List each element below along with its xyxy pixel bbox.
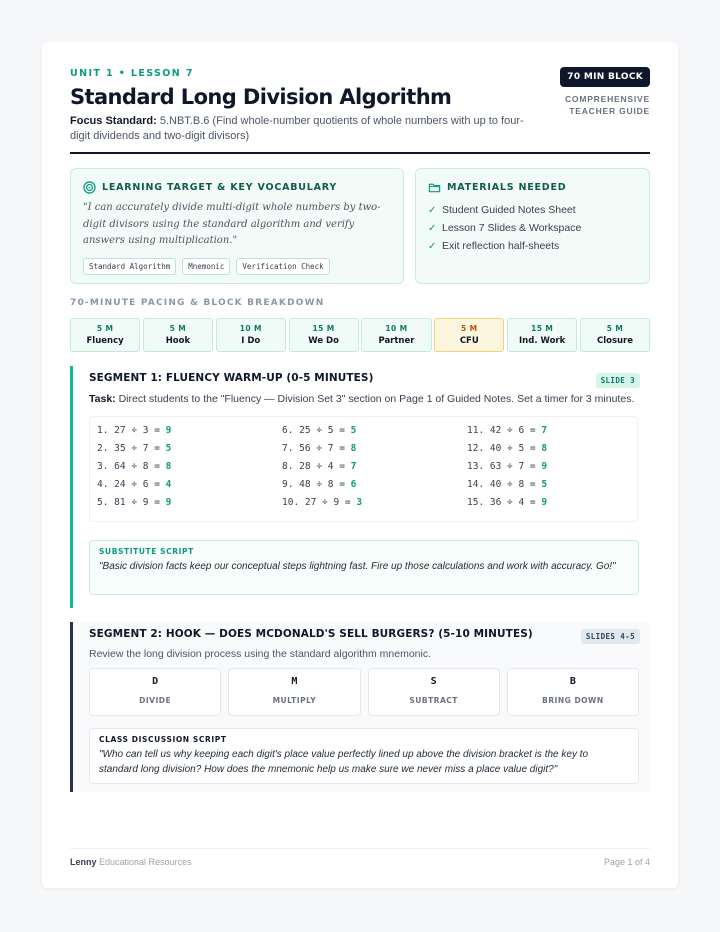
footer-brand-rest: Educational Resources: [96, 857, 192, 867]
pacing-name: Fluency: [86, 336, 124, 346]
fact-answer: 9: [165, 496, 172, 508]
header-badges: [560, 66, 650, 117]
fluency-fact: [97, 443, 171, 454]
footer-brand: [70, 857, 192, 872]
learning-target-heading: [83, 181, 391, 194]
step-letter: M: [291, 676, 298, 687]
fact-question: 11. 42 ÷ 6 =: [467, 424, 542, 436]
learning-target-card: [70, 168, 404, 284]
document-page: [42, 42, 678, 888]
materials-heading: [428, 181, 637, 194]
pacing-minutes: 5 M: [169, 324, 187, 333]
pacing-name: I Do: [241, 336, 261, 346]
time-badge: 70 MIN BLOCK: [560, 67, 650, 87]
fact-question: 6. 25 ÷ 5 =: [282, 424, 351, 436]
material-item: [428, 237, 637, 255]
step-word: SUBTRACT: [409, 696, 458, 705]
material-text: Exit reflection half-sheets: [442, 240, 560, 252]
fact-answer: 8: [165, 460, 172, 472]
fact-question: 9. 48 ÷ 8 =: [282, 478, 351, 490]
fluency-fact: [97, 461, 171, 472]
footer-brand-name: Lenny: [70, 857, 97, 867]
pacing-name: We Do: [308, 336, 339, 346]
pacing-block-we-do: [289, 318, 359, 352]
fluency-fact: [282, 479, 356, 490]
vocab-tag: Standard Algorithm: [83, 258, 176, 275]
segment-fluency: [70, 366, 650, 608]
fact-question: 7. 56 ÷ 7 =: [282, 442, 351, 454]
learning-target-heading-text: LEARNING TARGET & KEY VOCABULARY: [102, 182, 338, 193]
fact-answer: 4: [165, 478, 172, 490]
check-icon: ✓: [428, 240, 437, 252]
pacing-block-cfu: [434, 318, 504, 352]
fluency-facts-grid: [89, 416, 638, 522]
fact-answer: 5: [350, 424, 357, 436]
fact-answer: 7: [541, 424, 548, 436]
guide-label: [560, 93, 650, 117]
pacing-name: Hook: [165, 336, 191, 346]
mnemonic-step-bring-down: [507, 668, 639, 716]
segment-heading: SEGMENT 1: FLUENCY WARM-UP (0-5 MINUTES): [89, 372, 374, 384]
mnemonic-step-subtract: [368, 668, 500, 716]
focus-label: Focus Standard:: [70, 115, 157, 127]
pacing-block-closure: [580, 318, 650, 352]
target-icon: [83, 181, 96, 194]
fact-question: 12. 40 ÷ 5 =: [467, 442, 542, 454]
pacing-block-hook: [143, 318, 213, 352]
fluency-fact: [467, 425, 547, 436]
fact-answer: 5: [165, 442, 172, 454]
pacing-name: CFU: [459, 336, 479, 346]
step-letter: B: [569, 676, 576, 687]
page-content: [70, 68, 650, 775]
fluency-fact: [97, 497, 171, 508]
fluency-fact: [467, 443, 547, 454]
check-icon: ✓: [428, 204, 437, 216]
slide-badge: SLIDES 4-5: [581, 629, 640, 644]
fact-answer: 9: [541, 460, 548, 472]
fact-question: 4. 24 ÷ 6 =: [97, 478, 166, 490]
materials-heading-text: MATERIALS NEEDED: [447, 182, 567, 193]
step-word: DIVIDE: [139, 696, 172, 705]
fact-answer: 3: [356, 496, 363, 508]
focus-standard: [70, 114, 530, 144]
step-word: MULTIPLY: [272, 696, 317, 705]
fluency-fact: [282, 461, 356, 472]
discussion-script-text: "Who can tell us why keeping each digit's place value perfectly lined up above the division bracket is the key to standard long division? How does the mnemonic help us make sure we never miss a place value digit?": [99, 749, 589, 775]
step-word: BRING DOWN: [542, 696, 604, 705]
folder-icon: [428, 181, 441, 194]
fact-answer: 5: [541, 478, 548, 490]
segment-hook: [70, 622, 650, 792]
fact-answer: 9: [541, 496, 548, 508]
pacing-label: 70-MINUTE PACING & BLOCK BREAKDOWN: [70, 298, 325, 308]
fact-question: 13. 63 ÷ 7 =: [467, 460, 542, 472]
pacing-bar: [70, 318, 650, 352]
pacing-block-i-do: [216, 318, 286, 352]
lesson-eyebrow: UNIT 1 • LESSON 7: [70, 68, 194, 79]
fact-question: 14. 40 ÷ 8 =: [467, 478, 542, 490]
pacing-minutes: 10 M: [385, 324, 408, 333]
guide-line2: TEACHER GUIDE: [569, 106, 650, 116]
pacing-name: Partner: [378, 336, 415, 346]
page-title: Standard Long Division Algorithm: [70, 85, 452, 109]
fluency-fact: [467, 479, 547, 490]
task-label: Task:: [89, 393, 116, 405]
fluency-fact: [282, 497, 362, 508]
fact-question: 15. 36 ÷ 4 =: [467, 496, 542, 508]
material-item: [428, 219, 637, 237]
pacing-minutes: 5 M: [96, 324, 114, 333]
fact-question: 10. 27 ÷ 9 =: [282, 496, 357, 508]
pacing-minutes: 15 M: [531, 324, 554, 333]
page-footer: [70, 848, 650, 872]
vocab-tag: Mnemonic: [182, 258, 230, 275]
pacing-name: Closure: [596, 336, 634, 346]
step-letter: S: [430, 676, 437, 687]
fact-answer: 6: [350, 478, 357, 490]
mnemonic-step-divide: [89, 668, 221, 716]
pacing-minutes: 5 M: [461, 324, 478, 333]
material-text: Student Guided Notes Sheet: [442, 204, 576, 216]
check-icon: ✓: [428, 222, 437, 234]
vocab-tags: [83, 258, 391, 275]
pacing-minutes: 5 M: [606, 324, 624, 333]
pacing-block-fluency: [70, 318, 140, 352]
fact-question: 5. 81 ÷ 9 =: [97, 496, 166, 508]
fact-answer: 8: [350, 442, 357, 454]
pacing-block-partner: [361, 318, 431, 352]
materials-list: [428, 201, 637, 255]
step-letter: D: [152, 676, 159, 687]
focus-text: 5.NBT.B.6 (Find whole-number quotients of whole numbers with up to four-digit dividends and two-digit divisors): [70, 115, 524, 142]
fact-answer: 7: [350, 460, 357, 472]
fact-question: 3. 64 ÷ 8 =: [97, 460, 166, 472]
fluency-fact: [97, 479, 171, 490]
discussion-script: [89, 728, 639, 784]
fluency-fact: [282, 425, 356, 436]
material-text: Lesson 7 Slides & Workspace: [442, 222, 582, 234]
info-cards: [70, 168, 650, 284]
materials-card: [415, 168, 650, 284]
page-number: Page 1 of 4: [603, 857, 650, 867]
material-item: [428, 201, 637, 219]
fact-question: 8. 28 ÷ 4 =: [282, 460, 351, 472]
mnemonic-steps: [89, 668, 639, 716]
substitute-script-text: "Basic division facts keep our conceptual steps lightning fast. Fire up those calculations and work with accuracy. Go!": [99, 561, 616, 572]
vocab-tag: Verification Check: [236, 258, 329, 275]
fluency-fact: [467, 461, 547, 472]
fluency-fact: [467, 497, 547, 508]
pacing-minutes: 15 M: [312, 324, 335, 333]
task-text: Direct students to the "Fluency — Division Set 3" section on Page 1 of Guided Notes. Set a timer for 3 minutes.: [115, 393, 635, 405]
fact-answer: 9: [165, 424, 172, 436]
fluency-fact: [282, 443, 356, 454]
substitute-script-heading: SUBSTITUTE SCRIPT: [99, 547, 194, 556]
fluency-fact: [97, 425, 171, 436]
guide-line1: COMPREHENSIVE: [564, 94, 650, 104]
mnemonic-step-multiply: [228, 668, 360, 716]
discussion-script-heading: CLASS DISCUSSION SCRIPT: [99, 735, 227, 744]
slide-badge: SLIDE 3: [596, 373, 640, 388]
review-text: Review the long division process using the standard algorithm mnemonic.: [89, 648, 432, 660]
task-instructions: [89, 392, 638, 408]
fact-question: 2. 35 ÷ 7 =: [97, 442, 166, 454]
substitute-script: [89, 540, 639, 595]
learning-target-quote: "I can accurately divide multi-digit whole numbers by two-digit divisors using the standard algorithm and verify answers using multiplication.": [83, 202, 381, 246]
fact-question: 1. 27 ÷ 3 =: [97, 424, 166, 436]
segment-heading: SEGMENT 2: HOOK — DOES MCDONALD'S SELL BURGERS? (5-10 MINUTES): [89, 628, 533, 640]
header-divider: [70, 152, 650, 154]
pacing-minutes: 10 M: [239, 324, 262, 333]
pacing-block-ind-work: [507, 318, 577, 352]
pacing-name: Ind. Work: [519, 336, 566, 346]
fact-answer: 8: [541, 442, 548, 454]
